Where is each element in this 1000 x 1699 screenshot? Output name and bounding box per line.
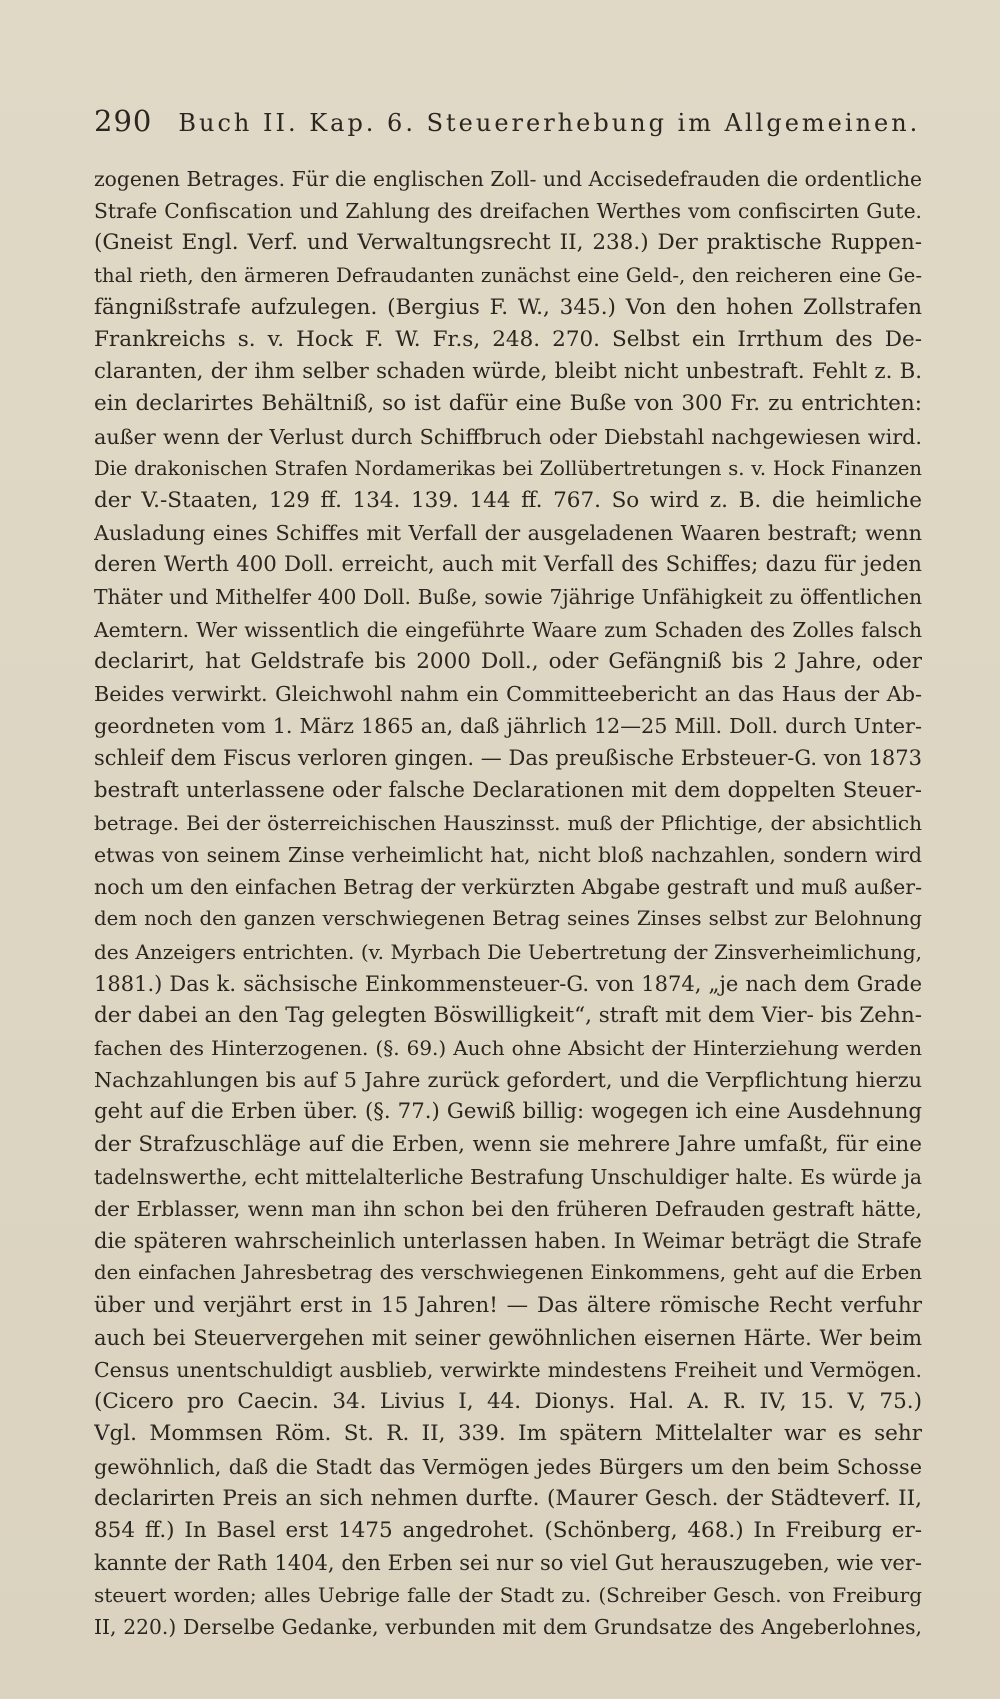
text-line: Beides verwirkt. Gleichwohl nahm ein Committeebericht an das Haus der Ab- [94, 682, 922, 706]
running-title: Buch II. Kap. 6. Steuererhebung im Allgemeinen. [178, 109, 921, 137]
text-line: die späteren wahrscheinlich unterlassen haben. In Weimar beträgt die Strafe [94, 1229, 922, 1254]
page-number: 290 [94, 104, 153, 138]
text-line: fängnißstrafe aufzulegen. (Bergius F. W., 345.) Von den hohen Zollstrafen [94, 294, 922, 320]
text-line: dem noch den ganzen verschwiegenen Betrag seines Zinses selbst zur Belohnung [94, 907, 922, 931]
text-line: Aemtern. Wer wissentlich die eingeführte Waare zum Schaden des Zolles falsch [94, 617, 922, 642]
text-line: zogenen Betrages. Für die englischen Zoll- und Accisedefrauden die ordentliche [94, 167, 922, 191]
text-line: thal rieth, den ärmeren Defraudanten zunächst eine Geld-, den reicheren eine Ge- [94, 263, 922, 287]
text-line: 854 ff.) In Basel erst 1475 angedrohet. (Schönberg, 468.) In Freiburg er- [94, 1517, 922, 1543]
text-line: kannte der Rath 1404, den Erben sei nur so viel Gut herauszugeben, wie ver- [94, 1551, 922, 1576]
body-text [94, 163, 922, 1644]
text-line: declarirt, hat Geldstrafe bis 2000 Doll., oder Gefängniß bis 2 Jahre, oder [94, 648, 922, 674]
text-line: Vgl. Mommsen Röm. St. R. II, 339. Im spätern Mittelalter war es sehr [94, 1421, 922, 1447]
text-line: Strafe Confiscation und Zahlung des dreifachen Werthes vom confiscirten Gute. [94, 199, 922, 224]
text-line: ein declarirtes Behältniß, so ist dafür eine Buße von 300 Fr. zu entrichten: [94, 391, 922, 417]
text-line: Ausladung eines Schiffes mit Verfall der ausgeladenen Waaren bestraft; wenn [94, 521, 922, 546]
text-line: fachen des Hinterzogenen. (§. 69.) Auch ohne Absicht der Hinterziehung werden [94, 1036, 922, 1061]
text-line: declarirten Preis an sich nehmen durfte. (Maurer Gesch. der Städteverf. II, [94, 1485, 922, 1511]
text-line: II, 220.) Derselbe Gedanke, verbunden mit dem Grundsatze des Angeberlohnes, [94, 1615, 922, 1640]
text-line: auch bei Steuervergehen mit seiner gewöhnlichen eisernen Härte. Wer beim [94, 1325, 922, 1350]
text-line: Frankreichs s. v. Hock F. W. Fr.s, 248. 270. Selbst ein Irrthum des De- [94, 326, 922, 352]
text-line: der dabei an den Tag gelegten Böswilligkeit“, straft mit dem Vier- bis Zehn- [94, 1002, 922, 1028]
text-line: geordneten vom 1. März 1865 an, daß jährlich 12—25 Mill. Doll. durch Unter- [94, 714, 922, 739]
text-line: noch um den einfachen Betrag der verkürzten Abgabe gestraft und muß außer- [94, 875, 922, 900]
text-line: schleif dem Fiscus verloren gingen. — Das preußische Erbsteuer-G. von 1873 [94, 746, 922, 771]
text-line: claranten, der ihm selber schaden würde, bleibt nicht unbestraft. Fehlt z. B. [94, 359, 922, 385]
text-line: (Gneist Engl. Verf. und Verwaltungsrecht II, 238.) Der praktische Ruppen- [94, 230, 922, 256]
running-header [94, 104, 921, 138]
text-line: betrage. Bei der österreichischen Hauszinsst. muß der Pflichtige, der absichtlich [94, 810, 922, 835]
text-line: (Cicero pro Caecin. 34. Livius I, 44. Dionys. Hal. A. R. IV, 15. V, 75.) [94, 1389, 922, 1415]
text-line: der Strafzuschläge auf die Erben, wenn sie mehrere Jahre umfaßt, für eine [94, 1131, 922, 1157]
text-line: Thäter und Mithelfer 400 Doll. Buße, sowie 7jährige Unfähigkeit zu öffentlichen [94, 585, 922, 610]
text-line: den einfachen Jahresbetrag des verschwiegenen Einkommens, geht auf die Erben [94, 1261, 922, 1285]
text-line: deren Werth 400 Doll. erreicht, auch mit Verfall des Schiffes; dazu für jeden [94, 552, 922, 578]
text-line: geht auf die Erben über. (§. 77.) Gewiß billig: wogegen ich eine Ausdehnung [94, 1099, 922, 1125]
text-line: Census unentschuldigt ausblieb, verwirkte mindestens Freiheit und Vermögen. [94, 1357, 922, 1382]
text-line: tadelnswerthe, echt mittelalterliche Bestrafung Unschuldiger halte. Es würde ja [94, 1164, 922, 1189]
text-line: außer wenn der Verlust durch Schiffbruch oder Diebstahl nachgewiesen wird. [94, 424, 922, 449]
text-line: steuert worden; alles Uebrige falle der Stadt zu. (Schreiber Gesch. von Freiburg [94, 1583, 922, 1608]
text-line: gewöhnlich, daß die Stadt das Vermögen jedes Bürgers um den beim Schosse [94, 1454, 922, 1479]
text-line: bestraft unterlassene oder falsche Declarationen mit dem doppelten Steuer- [94, 777, 922, 803]
text-line: der Erblasser, wenn man ihn schon bei den früheren Defrauden gestraft hätte, [94, 1197, 922, 1221]
text-line: Nachzahlungen bis auf 5 Jahre zurück gefordert, und die Verpflichtung hierzu [94, 1068, 922, 1093]
text-line: Die drakonischen Strafen Nordamerikas bei Zollübertretungen s. v. Hock Finanzen [94, 456, 922, 480]
text-line: des Anzeigers entrichten. (v. Myrbach Die Uebertretung der Zinsverheimlichung, [94, 939, 922, 964]
text-line: etwas von seinem Zinse verheimlicht hat, nicht bloß nachzahlen, sondern wird [94, 842, 922, 867]
text-line: 1881.) Das k. sächsische Einkommensteuer-G. von 1874, „je nach dem Grade [94, 971, 922, 996]
text-line: der V.-Staaten, 129 ff. 134. 139. 144 ff. 767. So wird z. B. die heimliche [94, 487, 922, 513]
text-line: über und verjährt erst in 15 Jahren! — Das ältere römische Recht verfuhr [94, 1292, 922, 1318]
